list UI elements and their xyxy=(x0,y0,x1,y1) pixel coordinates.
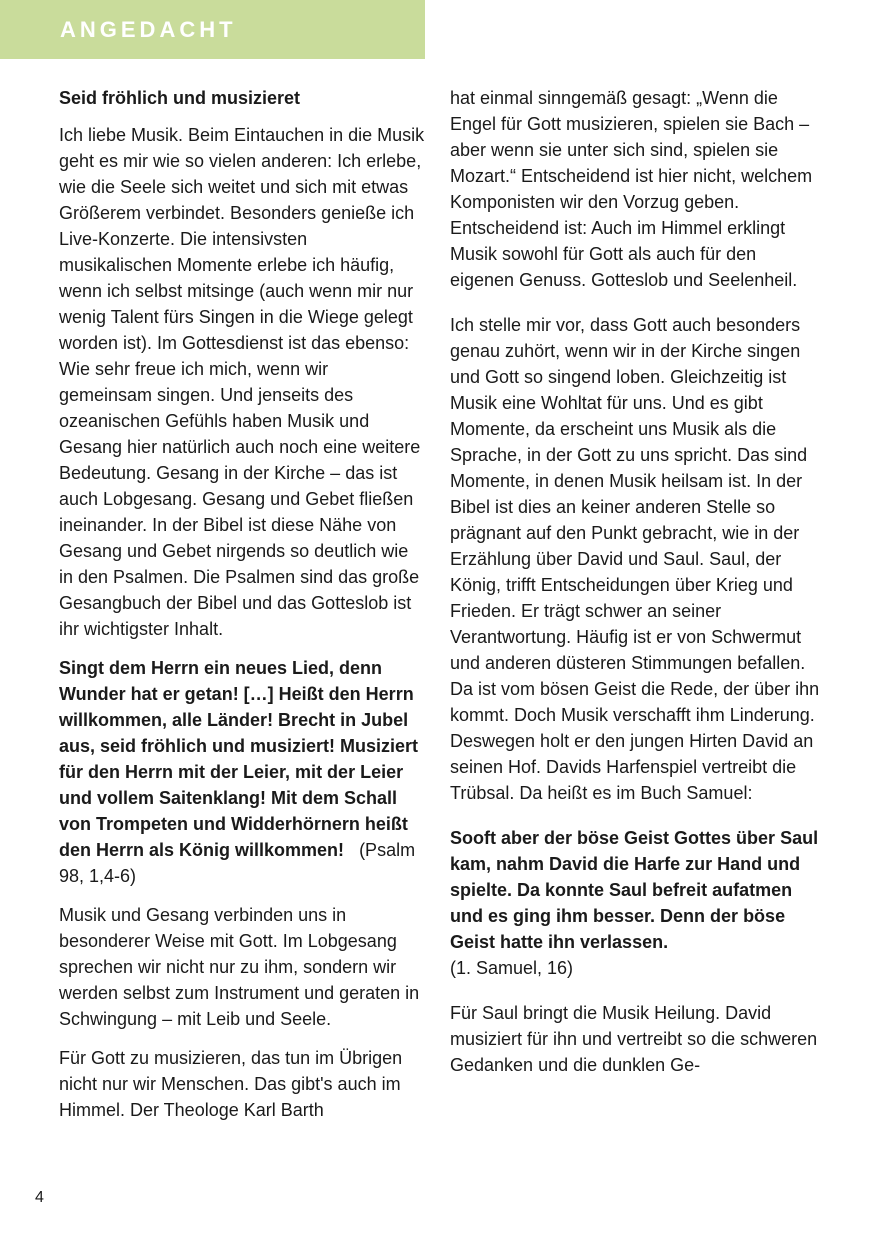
samuel-quote xyxy=(450,825,820,981)
section-banner xyxy=(0,0,425,59)
section-title: ANGEDACHT xyxy=(60,17,237,42)
right-column xyxy=(450,85,820,1078)
quote-text: Singt dem Herrn ein neues Lied, denn Wunder hat er getan! […] Heißt den Herrn willkommen, alle Länder! Brecht in Jubel aus, seid fröhlich und musiziert! Musiziert für den Herrn mit der Leier, mit der Leier und vollem Saitenklang! Mit dem Schall von Trompeten und Widderhörnern heißt den Herrn als König willkommen! xyxy=(59,658,419,860)
psalm-quote xyxy=(59,655,425,889)
paragraph: Ich liebe Musik. Beim Eintauchen in die Musik geht es mir wie so vielen anderen: Ich erlebe, wie die Seele sich weitet und sich mit etwas Größerem verbindet. Besonders genieße ich Live-Konzerte. Die intensivsten musikalischen Momente erlebe ich häufig, wenn ich selbst mitsinge (auch wenn mir nur wenig Talent fürs Singen in die Wiege gelegt worden ist). Im Gottesdienst ist das ebenso: Wie sehr freue ich mich, wenn wir gemeinsam singen. Und jenseits des ozeanischen Gefühls haben Musik und Gesang hier natürlich auch noch eine weitere Bedeutung. Gesang in der Kirche – das ist auch Lobgesang. Gesang und Gebet fließen ineinander. In der Bibel ist diese Nähe von Gesang und Gebet nirgends so deutlich wie in den Psalmen. Die Psalmen sind das große Gesangbuch der Bibel und das Gotteslob ist ihr wichtigster Inhalt. xyxy=(59,125,425,639)
article-heading: Seid fröhlich und musizieret xyxy=(59,88,301,108)
paragraph: Ich stelle mir vor, dass Gott auch besonders genau zuhört, wenn wir in der Kirche singen und Gott so singend loben. Gleichzeitig ist Musik eine Wohltat für uns. Und es gibt Momente, da erscheint uns Musik als die Sprache, in der Gott zu uns spricht. Das sind Momente, in denen Musik heilsam ist. In der Bibel ist dies an keiner anderen Stelle so prägnant auf den Punkt gebracht, wie in der Erzählung über David und Saul. Saul, der König, trifft Entscheidungen über Krieg und Frieden. Er trägt schwer an seiner Verantwortung. Häufig ist er von Schwermut und anderen düsteren Stimmungen befallen. Da ist vom bösen Geist die Rede, der über ihn kommt. Doch Musik verschafft ihm Linderung. Deswegen holt er den jungen Hirten David an seinen Hof. Davids Harfenspiel vertreibt die Trübsal. Da heißt es im Buch Samuel: xyxy=(450,315,820,803)
paragraph: Musik und Gesang verbinden uns in besonderer Weise mit Gott. Im Lobgesang sprechen wir nicht nur zu ihm, sondern wir werden selbst zum Instrument und geraten in Schwingung – mit Leib und Seele. xyxy=(59,905,420,1029)
quote-reference: (Psalm 98, 1,4-6) xyxy=(59,840,416,886)
left-column xyxy=(59,85,425,1123)
quote-reference: (1. Samuel, 16) xyxy=(450,958,574,978)
paragraph: Für Saul bringt die Musik Heilung. David musiziert für ihn und vertreibt so die schweren Gedanken und die dunklen Ge- xyxy=(450,1003,818,1075)
paragraph: hat einmal sinngemäß gesagt: „Wenn die Engel für Gott musizieren, spielen sie Bach – aber wenn sie unter sich sind, spielen sie Mozart.“ Entscheidend ist hier nicht, welchem Komponisten wir den Vorzug geben. Entscheidend ist: Auch im Himmel erklingt Musik sowohl für Gott als auch für den eigenen Genuss. Gotteslob und Seelenheil. xyxy=(450,88,813,290)
quote-text: Sooft aber der böse Geist Gottes über Saul kam, nahm David die Harfe zur Hand und spielte. Da konnte Saul befreit aufatmen und es ging ihm besser. Denn der böse Geist hatte ihn verlassen. xyxy=(450,828,819,952)
paragraph: Für Gott zu musizieren, das tun im Übrigen nicht nur wir Menschen. Das gibt's auch im Himmel. Der Theologe Karl Barth xyxy=(59,1048,403,1120)
page-number: 4 xyxy=(35,1189,44,1206)
